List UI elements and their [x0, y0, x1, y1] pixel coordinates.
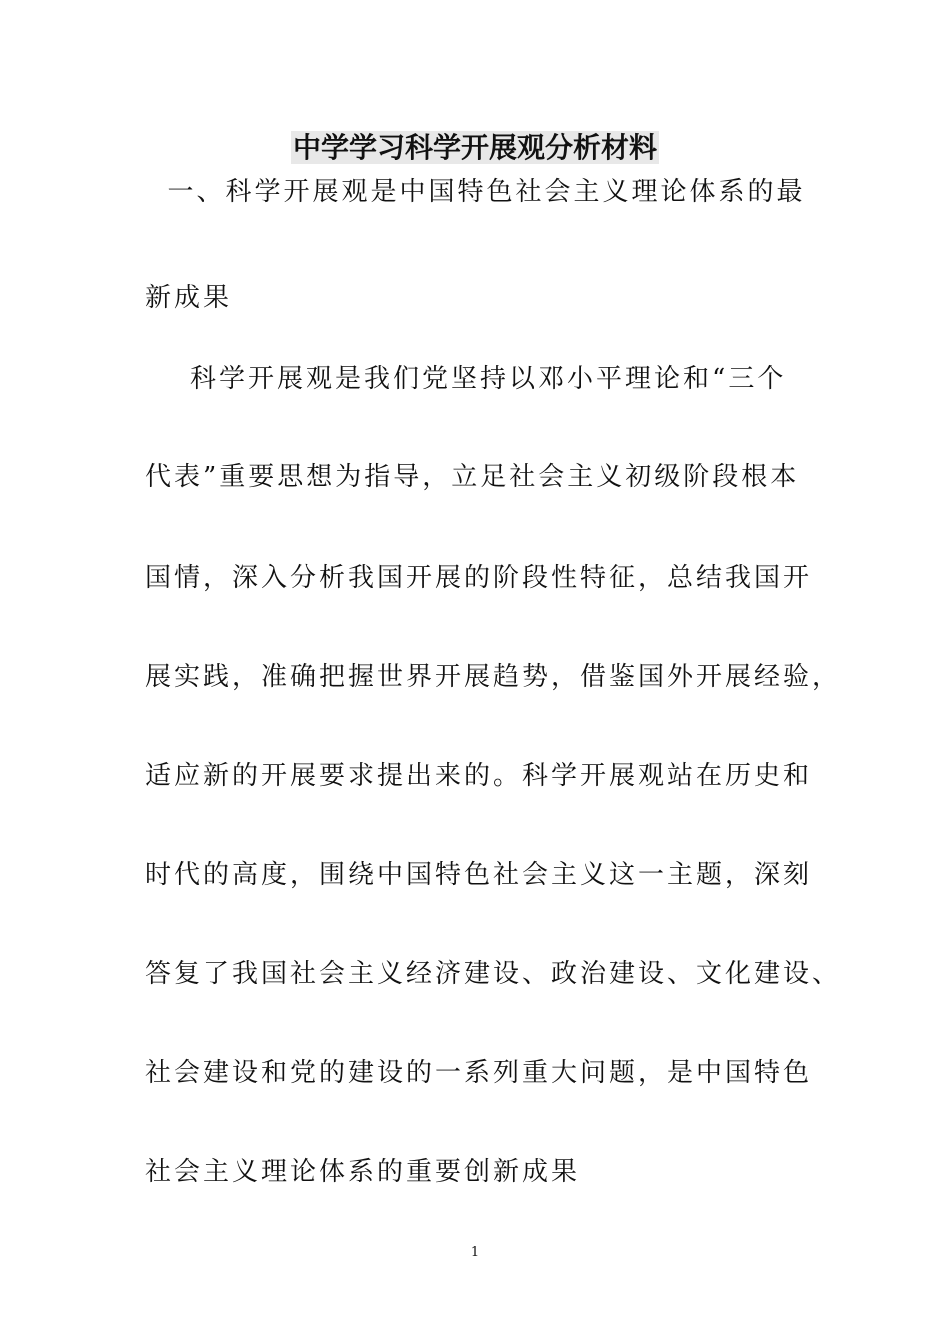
body-line-paragraph: 国情，深入分析我国开展的阶段性特征，总结我国开: [145, 563, 813, 593]
body-line-paragraph: 社会主义理论体系的重要创新成果: [145, 1157, 581, 1187]
body-line-paragraph: 社会建设和党的建设的一系列重大问题，是中国特色: [145, 1058, 813, 1088]
body-line-paragraph: 答复了我国社会主义经济建设、政治建设、文化建设、: [145, 959, 842, 989]
body-line-paragraph: 时代的高度，围绕中国特色社会主义这一主题，深刻: [145, 860, 813, 890]
document-title-text: 中学学习科学开展观分析材料: [292, 131, 657, 164]
body-line-heading-2: 新成果: [145, 283, 233, 313]
body-line-paragraph: 展实践，准确把握世界开展趋势，借鉴国外开展经验，: [145, 662, 842, 692]
body-line-paragraph: 适应新的开展要求提出来的。科学开展观站在历史和: [145, 761, 813, 791]
body-line-paragraph: 科学开展观是我们党坚持以邓小平理论和“三个: [145, 364, 787, 394]
body-line-heading-1: 一、科学开展观是中国特色社会主义理论体系的最: [145, 177, 806, 207]
body-line-paragraph: 代表”重要思想为指导，立足社会主义初级阶段根本: [145, 462, 800, 492]
document-title: [0, 128, 950, 168]
page-number: 1: [470, 1245, 480, 1260]
